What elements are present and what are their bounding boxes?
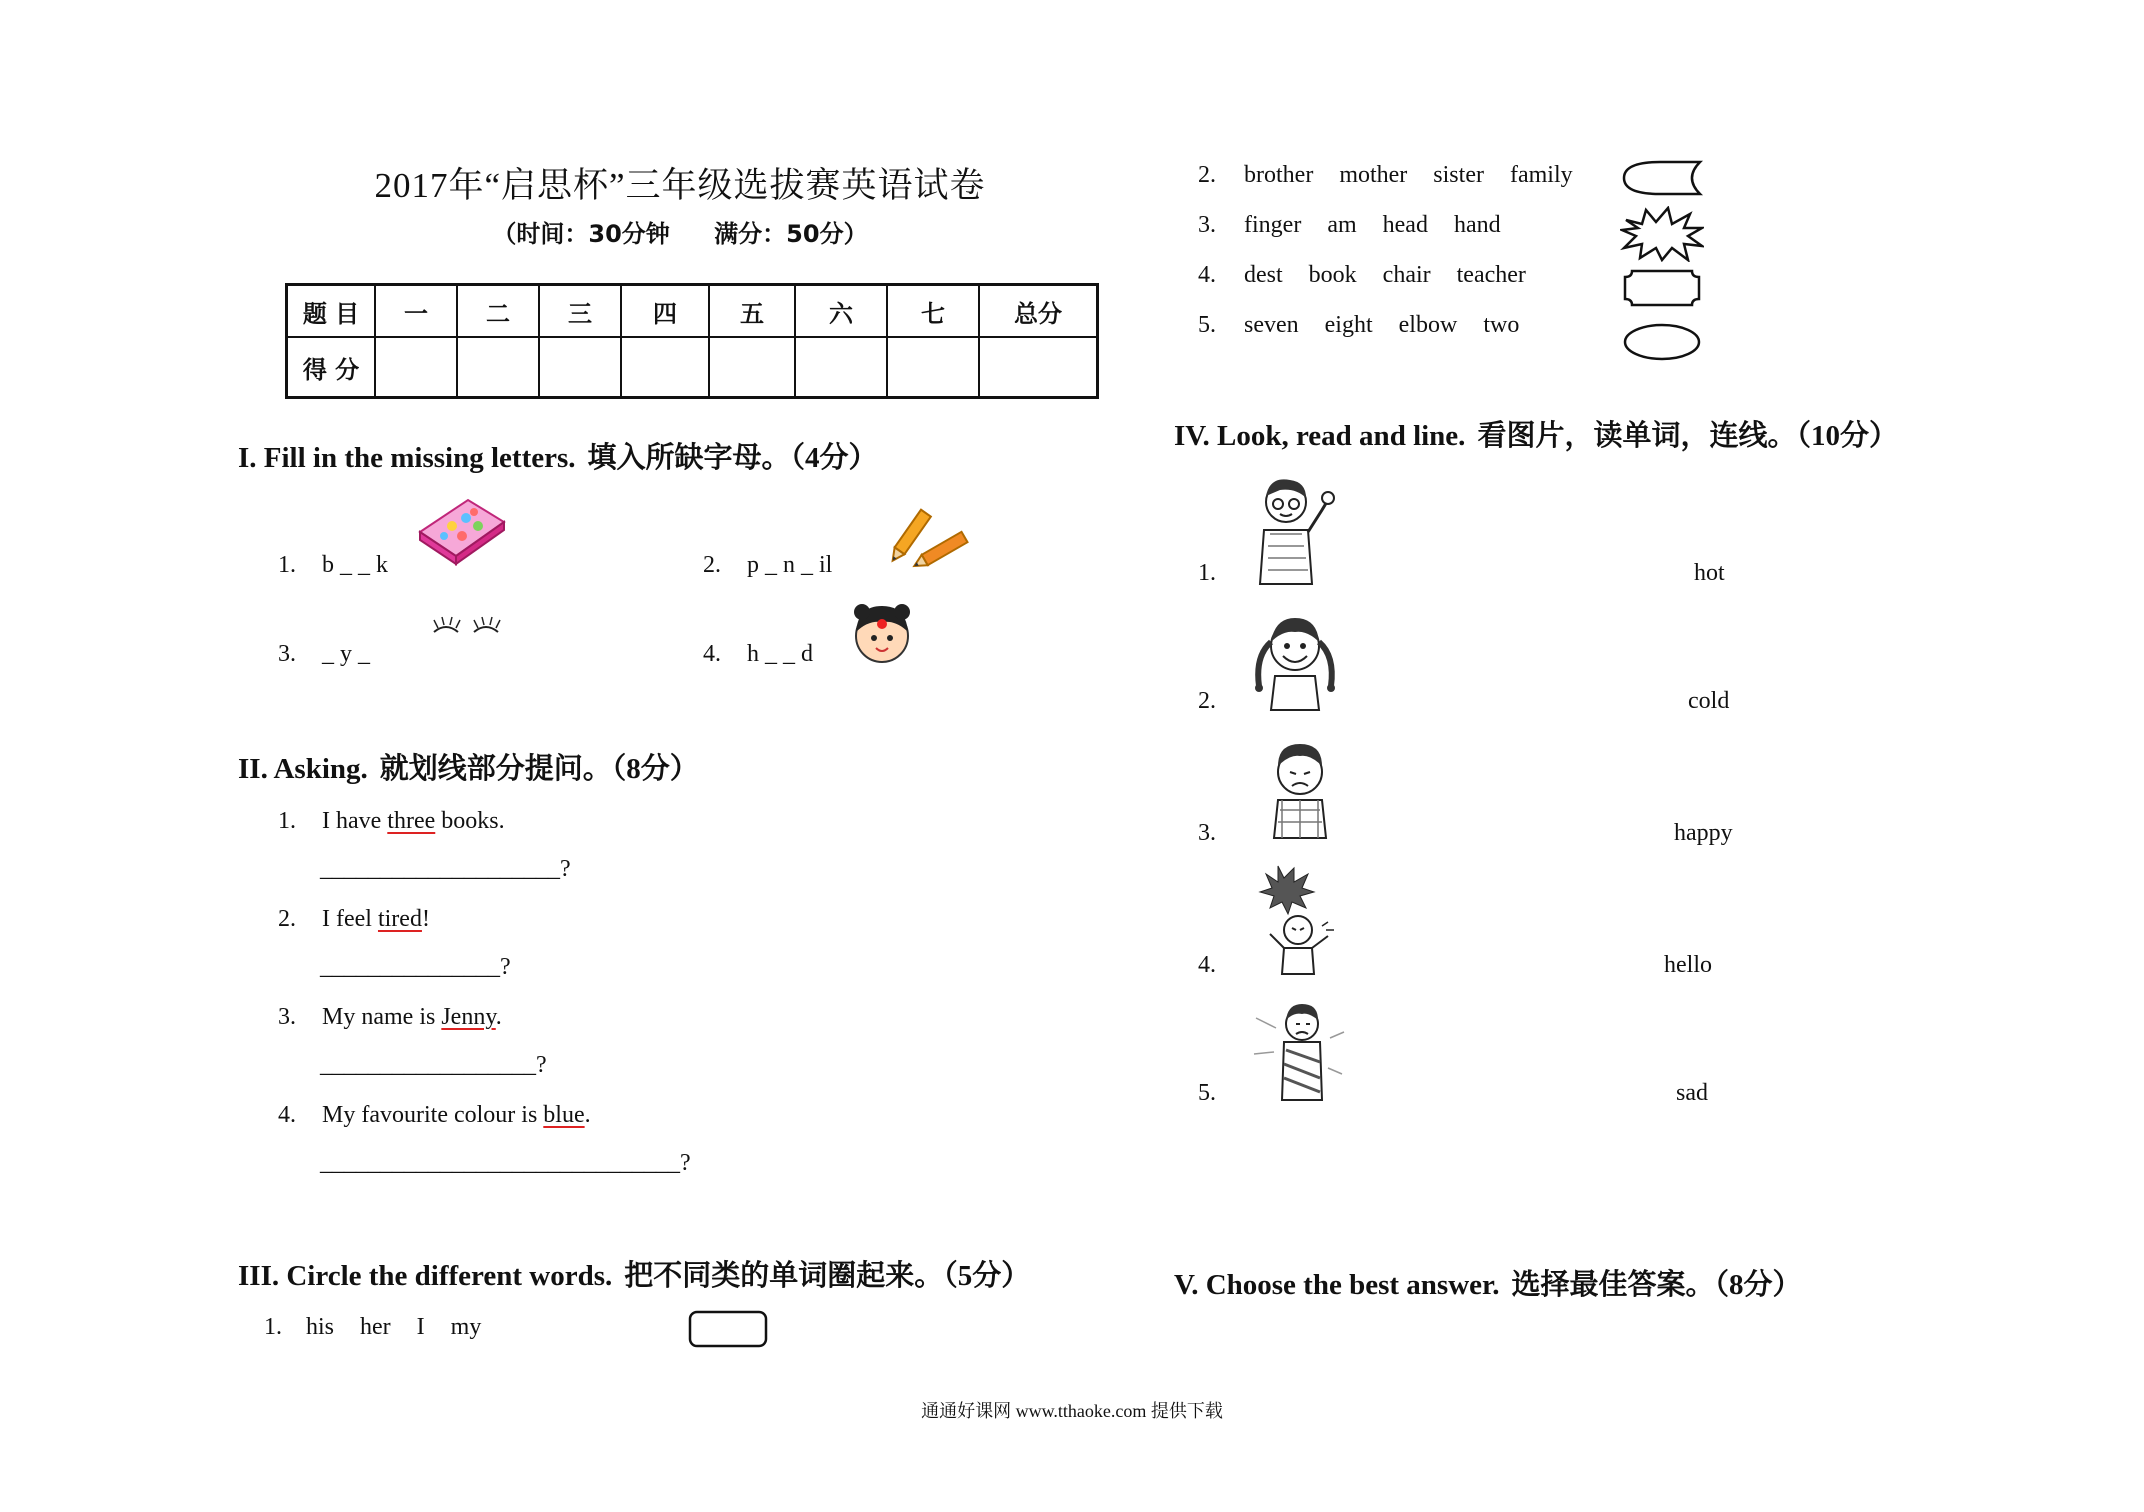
score-table-cell: 四 [621, 285, 709, 338]
score-input-cell[interactable] [795, 337, 887, 398]
score-input-cell[interactable] [621, 337, 709, 398]
sentence-text: . [584, 1102, 591, 1128]
item-number: 3. [278, 641, 296, 667]
choice-word[interactable]: sister [1433, 162, 1484, 188]
exam-full-score: 满分：50分） [714, 220, 868, 248]
ellipse-answer-shape[interactable] [1622, 322, 1702, 362]
cold-boy-icon[interactable] [1250, 998, 1346, 1102]
choice-word[interactable]: hand [1453, 212, 1501, 238]
score-table-header-row [287, 285, 1098, 338]
sentence-text: My favourite colour is [322, 1102, 544, 1128]
notched-rect-answer-shape[interactable] [1622, 268, 1702, 308]
match-item-number-3: 3. [1198, 820, 1216, 846]
match-item-number-4: 4. [1198, 952, 1216, 978]
item-number: 4. [278, 1102, 296, 1128]
sentence-text: . [495, 1004, 502, 1030]
score-input-cell[interactable] [979, 337, 1098, 398]
fill-item-1 [278, 552, 388, 579]
score-table-cell: 三 [539, 285, 621, 338]
circle-item-4 [1198, 262, 1552, 289]
crescent-answer-shape[interactable] [1620, 158, 1704, 198]
asking-item-3 [278, 1004, 502, 1031]
circle-item-2 [1198, 162, 1599, 189]
pencil-icon [882, 500, 974, 570]
sentence-text: books. [435, 808, 505, 834]
score-table-cell: 题 目 [287, 285, 376, 338]
waving-boy-icon[interactable] [1250, 470, 1340, 586]
item-number: 2. [278, 906, 296, 932]
section-5-heading [1174, 1262, 1802, 1303]
answer-blank-1[interactable]: ____________________? [320, 856, 571, 882]
asking-item-2 [278, 906, 430, 933]
choice-word[interactable]: book [1308, 262, 1357, 288]
circle-item-5 [1198, 312, 1545, 339]
score-table-cell: 五 [709, 285, 795, 338]
section-3-title: III. Circle the different words. [238, 1260, 613, 1292]
choice-word[interactable]: seven [1244, 312, 1299, 338]
score-table-cell: 二 [457, 285, 539, 338]
choice-word[interactable]: family [1509, 162, 1573, 188]
section-1-heading [238, 435, 878, 476]
choice-word[interactable]: I [416, 1314, 425, 1340]
exam-subtitle [240, 214, 1120, 249]
fill-word[interactable]: p _ n _ il [747, 552, 833, 578]
item-number: 3. [278, 1004, 296, 1030]
sad-boy-icon[interactable] [1260, 736, 1340, 840]
head-icon [844, 598, 920, 668]
sentence-text: ! [421, 906, 430, 932]
score-table-cell: 一 [375, 285, 457, 338]
score-table-cell: 七 [887, 285, 979, 338]
score-table-score-row [287, 337, 1098, 398]
item-number: 1. [278, 808, 296, 834]
section-4-heading [1174, 413, 1898, 454]
choice-word[interactable]: elbow [1398, 312, 1458, 338]
score-input-cell[interactable] [709, 337, 795, 398]
sentence-text: I have [322, 808, 388, 834]
underlined-word: three [387, 808, 436, 834]
match-word-happy[interactable]: happy [1674, 820, 1733, 846]
choice-word[interactable]: am [1327, 212, 1357, 238]
section-5-title-cn: 选择最佳答案。（8分） [1511, 1269, 1802, 1301]
sentence-text: I feel [322, 906, 378, 932]
answer-blank-3[interactable]: __________________? [320, 1052, 547, 1078]
section-1-title-cn: 填入所缺字母。（4分） [587, 442, 878, 474]
item-number: 1. [264, 1314, 282, 1340]
answer-blank-2[interactable]: _______________? [320, 954, 511, 980]
choice-word[interactable]: finger [1244, 212, 1302, 238]
section-5-title: V. Choose the best answer. [1174, 1269, 1500, 1301]
choice-word[interactable]: eight [1324, 312, 1373, 338]
section-1-title: I. Fill in the missing letters. [238, 442, 576, 474]
fill-word[interactable]: b _ _ k [322, 552, 388, 578]
fill-item-2 [703, 552, 832, 579]
choice-word[interactable]: chair [1382, 262, 1431, 288]
eyes-icon [430, 614, 506, 646]
score-table-cell: 六 [795, 285, 887, 338]
page-footer: 通通好课网 www.tthaoke.com 提供下载 [921, 1401, 1223, 1421]
score-input-cell[interactable] [375, 337, 457, 398]
choice-word[interactable]: his [306, 1314, 335, 1340]
starburst-answer-shape[interactable] [1620, 206, 1704, 262]
rounded-rect-answer-shape[interactable] [688, 1310, 768, 1348]
asking-item-1 [278, 808, 505, 835]
score-table [285, 283, 1099, 399]
choice-word[interactable]: my [450, 1314, 482, 1340]
section-2-heading [238, 746, 699, 787]
match-word-hello[interactable]: hello [1664, 952, 1712, 978]
choice-word[interactable]: mother [1339, 162, 1408, 188]
exam-title: 2017年“启思杯”三年级选拔赛英语试卷 [374, 166, 986, 205]
fill-word[interactable]: h _ _ d [747, 641, 813, 667]
book-icon [412, 492, 508, 566]
hot-boy-icon[interactable] [1248, 864, 1342, 976]
choice-word[interactable]: two [1483, 312, 1520, 338]
section-4-title: IV. Look, read and line. [1174, 420, 1466, 452]
score-input-cell[interactable] [457, 337, 539, 398]
item-number: 2. [703, 552, 721, 578]
score-table-cell: 得 分 [287, 337, 376, 398]
section-4-title-cn: 看图片，读单词，连线。（10分） [1477, 420, 1898, 452]
match-word-sad[interactable]: sad [1676, 1080, 1708, 1106]
score-input-cell[interactable] [887, 337, 979, 398]
match-item-number-2: 2. [1198, 688, 1216, 714]
circle-item-1 [264, 1314, 507, 1341]
match-word-cold[interactable]: cold [1688, 688, 1730, 714]
choice-word[interactable]: dest [1244, 262, 1283, 288]
score-input-cell[interactable] [539, 337, 621, 398]
match-item-number-1: 1. [1198, 560, 1216, 586]
underlined-word: Jenny [441, 1004, 496, 1030]
item-number: 4. [1198, 262, 1216, 288]
choice-word[interactable]: head [1382, 212, 1428, 238]
item-number: 5. [1198, 312, 1216, 338]
item-number: 1. [278, 552, 296, 578]
section-2-title-cn: 就划线部分提问。（8分） [379, 753, 699, 785]
fill-item-4 [703, 641, 813, 668]
fill-word[interactable]: _ y _ [322, 641, 370, 667]
section-3-heading [238, 1253, 1030, 1294]
choice-word[interactable]: her [360, 1314, 391, 1340]
choice-word[interactable]: teacher [1456, 262, 1526, 288]
circle-item-3 [1198, 212, 1527, 239]
match-word-hot[interactable]: hot [1694, 560, 1725, 586]
sentence-text: My name is [322, 1004, 442, 1030]
section-3-title-cn: 把不同类的单词圈起来。（5分） [624, 1260, 1031, 1292]
fill-item-3 [278, 641, 370, 668]
item-number: 3. [1198, 212, 1216, 238]
smiling-girl-icon[interactable] [1245, 606, 1345, 712]
asking-item-4 [278, 1102, 591, 1129]
item-number: 4. [703, 641, 721, 667]
section-2-title: II. Asking. [238, 753, 368, 785]
item-number: 2. [1198, 162, 1216, 188]
exam-time: （时间：30分钟 [492, 220, 670, 248]
match-item-number-5: 5. [1198, 1080, 1216, 1106]
underlined-word: tired [377, 906, 422, 932]
underlined-word: blue [543, 1102, 585, 1128]
answer-blank-4[interactable]: ______________________________? [320, 1150, 691, 1176]
score-table-cell: 总分 [979, 285, 1098, 338]
choice-word[interactable]: brother [1244, 162, 1314, 188]
